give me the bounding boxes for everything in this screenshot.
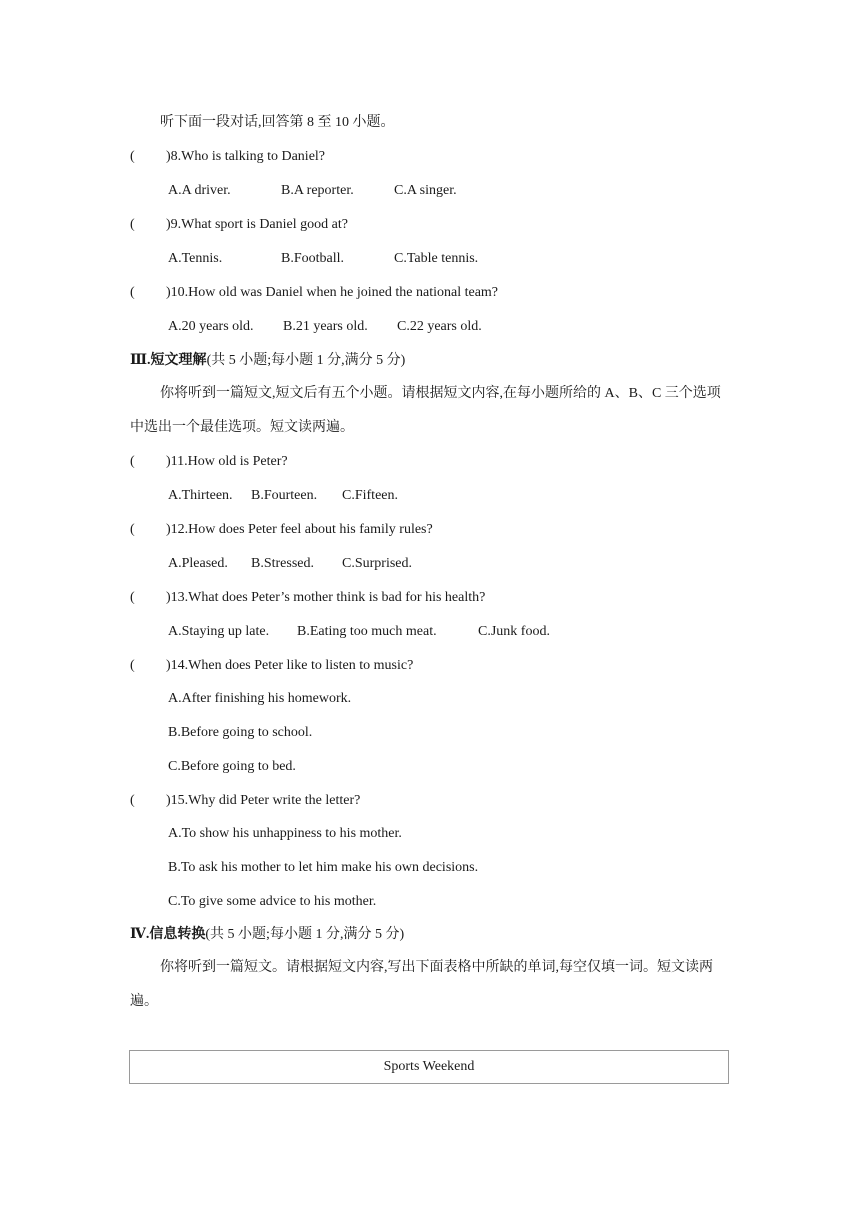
question-12-options [168, 555, 412, 573]
question-prompt: )14.When does Peter like to listen to music? [166, 658, 414, 673]
question-prompt: )8.Who is talking to Daniel? [166, 149, 326, 164]
answer-blank[interactable]: ( [130, 285, 135, 300]
option-a: A.20 years old. [168, 319, 254, 334]
question-9 [130, 216, 348, 234]
question-prompt: )9.What sport is Daniel good at? [166, 217, 348, 232]
option-b: B.Stressed. [251, 556, 314, 571]
table-title: Sports Weekend [383, 1059, 475, 1074]
question-9-options [168, 250, 478, 268]
question-8-options [168, 182, 457, 200]
option-b: B.21 years old. [283, 319, 368, 334]
option-a: A.Thirteen. [168, 488, 233, 503]
option-b: B.Eating too much meat. [297, 624, 437, 639]
question-12 [130, 521, 433, 539]
option-b: B.Before going to school. [168, 725, 313, 740]
option-a: A.Pleased. [168, 556, 228, 571]
answer-blank[interactable]: ( [130, 793, 135, 808]
question-10-options [168, 318, 482, 336]
question-prompt: )11.How old is Peter? [166, 454, 288, 469]
section-scoring: (共 5 小题;每小题 1 分,满分 5 分) [205, 927, 405, 942]
option-c: C.A singer. [394, 183, 457, 198]
option-c: C.Table tennis. [394, 251, 479, 266]
question-10 [130, 284, 498, 302]
question-prompt: )13.What does Peter’s mother think is bad for his health? [166, 590, 486, 605]
answer-blank[interactable]: ( [130, 217, 135, 232]
option-b: B.Football. [281, 251, 345, 266]
option-c: C.Surprised. [342, 556, 412, 571]
answer-blank[interactable]: ( [130, 590, 135, 605]
answer-blank[interactable]: ( [130, 454, 135, 469]
option-a: A.Tennis. [168, 251, 223, 266]
option-c: C.Before going to bed. [168, 759, 296, 774]
question-13-options [168, 623, 550, 641]
option-a: A.Staying up late. [168, 624, 270, 639]
option-c: C.Fifteen. [342, 488, 398, 503]
question-prompt: )10.How old was Daniel when he joined the national team? [166, 285, 499, 300]
option-b: B.Fourteen. [251, 488, 318, 503]
option-c: C.Junk food. [478, 624, 550, 639]
section-3-heading [130, 352, 405, 370]
section-title: Ⅳ.信息转换 [130, 927, 206, 942]
option-c: C.To give some advice to his mother. [168, 894, 377, 909]
table-header-cell [129, 1050, 729, 1084]
option-a: A.A driver. [168, 183, 231, 198]
question-8 [130, 148, 325, 166]
option-a: A.To show his unhappiness to his mother. [168, 826, 402, 841]
question-14 [130, 657, 413, 675]
section-scoring: (共 5 小题;每小题 1 分,满分 5 分) [206, 353, 406, 368]
question-11 [130, 453, 288, 471]
section-4-heading [130, 926, 404, 944]
question-11-options [168, 487, 398, 505]
section-title: Ⅲ.短文理解 [130, 353, 207, 368]
intro-8-10: 听下面一段对话,回答第 8 至 10 小题。 [160, 115, 395, 130]
option-b: B.A reporter. [281, 183, 354, 198]
option-c: C.22 years old. [397, 319, 482, 334]
section-3-instruction: 你将听到一篇短文,短文后有五个小题。请根据短文内容,在每小题所给的 A、B、C 三个选项中选出一个最佳选项。短文读两遍。 [130, 386, 721, 435]
question-13 [130, 589, 485, 607]
answer-blank[interactable]: ( [130, 522, 135, 537]
option-b: B.To ask his mother to let him make his own decisions. [168, 860, 479, 875]
section-4-instruction: 你将听到一篇短文。请根据短文内容,写出下面表格中所缺的单词,每空仅填一词。短文读两遍。 [130, 960, 713, 1009]
question-15 [130, 792, 360, 810]
option-a: A.After finishing his homework. [168, 691, 352, 706]
question-prompt: )12.How does Peter feel about his family rules? [166, 522, 433, 537]
answer-blank[interactable]: ( [130, 149, 135, 164]
question-prompt: )15.Why did Peter write the letter? [166, 793, 361, 808]
answer-blank[interactable]: ( [130, 658, 135, 673]
